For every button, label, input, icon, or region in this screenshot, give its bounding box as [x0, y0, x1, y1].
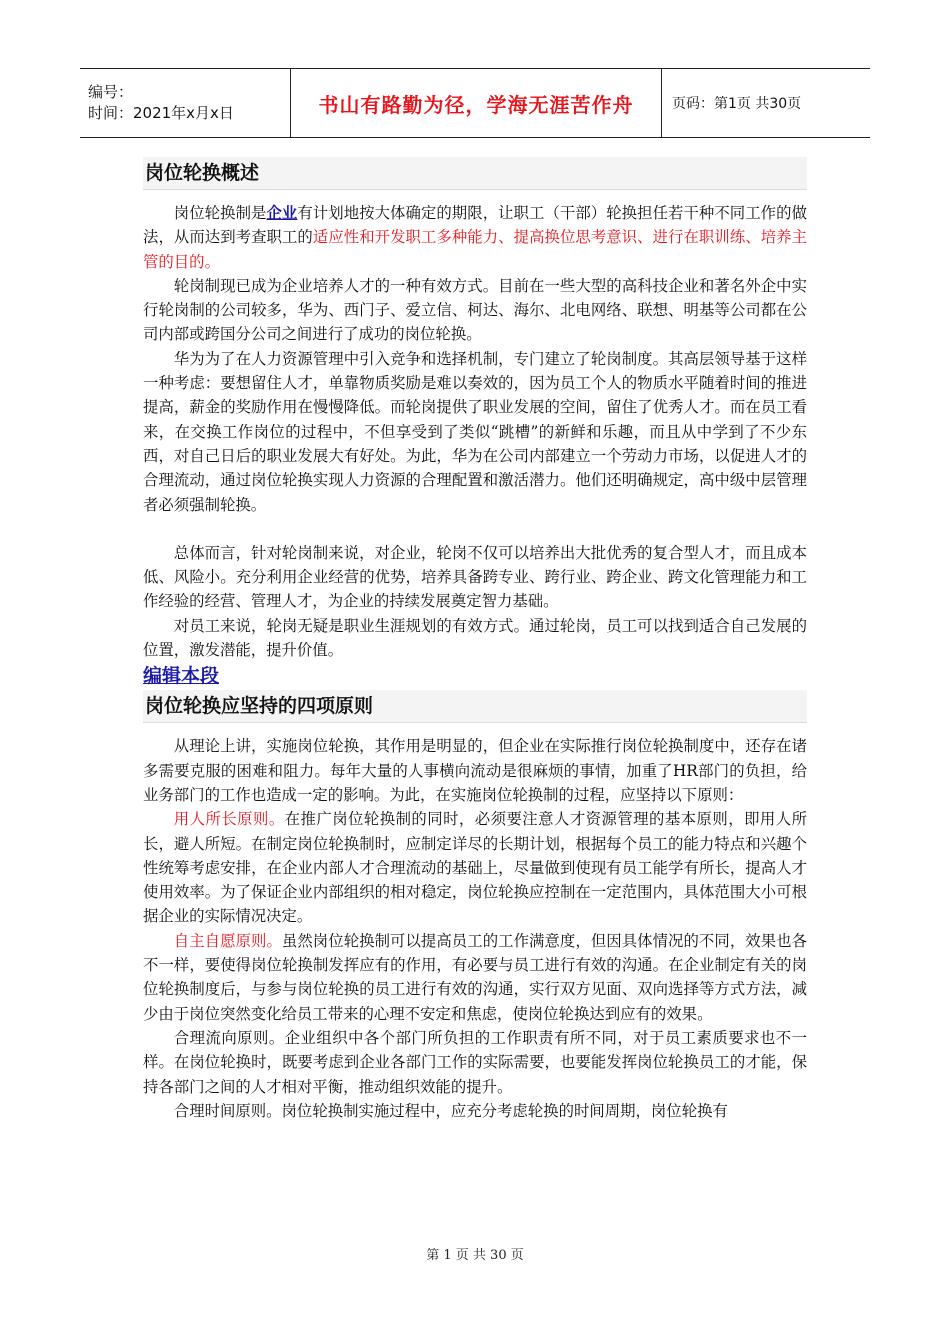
- highlighted-text: 自主自愿原则。: [173, 931, 282, 950]
- paragraph: [143, 201, 807, 274]
- section-title-principles: 岗位轮换应坚持的四项原则: [143, 690, 807, 723]
- paragraph: [143, 807, 807, 928]
- text: 在推广岗位轮换制的同时，必须要注意人才资源管理的基本原则，即用人所长，避人所短。在制定岗位轮换制时，应制定详尽的长期计划，根据每个员工的能力特点和兴趣个性统筹考虑安排，在企业内部人才合理流动的基础上，尽量做到使现有员工能学有所长，提高人才使用效率。为了保证企业内部组织的相对稳定，岗位轮换应控制在一定范围内，具体范围大小可根据企业的实际情况决定。: [143, 810, 807, 926]
- paragraph: 轮岗制现已成为企业培养人才的一种有效方式。目前在一些大型的高科技企业和著名外企中实行轮岗制的公司较多，华为、西门子、爱立信、柯达、海尔、北电网络、联想、明基等公司都在公司内部或跨国分公司之间进行了成功的岗位轮换。: [143, 276, 807, 344]
- paragraph: 合理流向原则。企业组织中各个部门所负担的工作职责有所不同，对于员工素质要求也不一样。在岗位轮换时，既要考虑到企业各部门工作的实际需要，也要能发挥岗位轮换员工的才能，保持各部门之间的人才相对平衡，推动组织效能的提升。: [143, 1028, 807, 1096]
- spacer: [143, 517, 807, 541]
- page-info-text: 页码：第1页 共30页: [672, 96, 802, 112]
- time-label: 时间：2021年x月x日: [88, 104, 234, 122]
- edit-section-link[interactable]: 编辑本段: [143, 665, 220, 688]
- text: 虽然岗位轮换制可以提高员工的工作满意度，但因具体情况的不同，效果也各不一样，要使得岗位轮换制发挥应有的作用，有必要与员工进行有效的沟通。在企业制定有关的岗位轮换制度后，与参与岗位轮换的员工进行有效的沟通，实行双方见面、双向选择等方式方法，减少由于岗位突然变化给员工带来的心理不安定和焦虑，使岗位轮换达到应有的效果。: [143, 931, 807, 1023]
- number-label: 编号：: [88, 83, 134, 101]
- text: 岗位轮换制是: [173, 204, 267, 222]
- page-footer: [0, 1244, 950, 1263]
- section-title-overview: 岗位轮换概述: [143, 157, 807, 190]
- document-header: [80, 68, 870, 138]
- footer-page-number: 第 1 页 共 30 页: [426, 1248, 524, 1263]
- header-page-info: [662, 69, 801, 137]
- header-meta: [80, 69, 290, 137]
- document-body: [143, 157, 807, 1123]
- highlighted-text: 用人所长原则。: [173, 810, 285, 829]
- highlighted-text: 适应性和开发职工多种能力、提高换位思考意识、进行在职训练、培养主管的目的。: [143, 228, 807, 271]
- motto-text: 书山有路勤为径，学海无涯苦作舟: [318, 92, 634, 117]
- header-motto: [290, 69, 662, 137]
- paragraph: 从理论上讲，实施岗位轮换，其作用是明显的，但企业在实际推行岗位轮换制度中，还存在诸多需要克服的困难和阻力。每年大量的人事横向流动是很麻烦的事情，加重了HR部门的负担，给业务部门的工作也造成一定的影响。为此，在实施岗位轮换制的过程，应坚持以下原则：: [143, 737, 807, 804]
- enterprise-link[interactable]: 企业: [266, 204, 298, 222]
- paragraph: 对员工来说，轮岗无疑是职业生涯规划的有效方式。通过轮岗，员工可以找到适合自己发展的位置，激发潜能，提升价值。: [143, 616, 807, 660]
- paragraph: 合理时间原则。岗位轮换制实施过程中，应充分考虑轮换的时间周期，岗位轮换有: [173, 1101, 728, 1120]
- paragraph: 总体而言，针对轮岗制来说，对企业，轮岗不仅可以培养出大批优秀的复合型人才，而且成本低、风险小。充分利用企业经营的优势，培养具备跨专业、跨行业、跨企业、跨文化管理能力和工作经验的经营、管理人才，为企业的持续发展奠定智力基础。: [143, 543, 807, 611]
- paragraph: 华为为了在人力资源管理中引入竞争和选择机制，专门建立了轮岗制度。其高层领导基于这样一种考虑：要想留住人才，单靠物质奖励是难以奏效的，因为员工个人的物质水平随着时间的推进提高，薪金的奖励作用在慢慢降低。而轮岗提供了职业发展的空间，留住了优秀人才。而在员工看来，在交换工作岗位的过程中，不但享受到了类似“跳槽”的新鲜和乐趣，而且从中学到了不少东西，对自己日后的职业发展大有好处。为此，华为在公司内部建立一个劳动力市场，以促进人才的合理流动，通过岗位轮换实现人力资源的合理配置和激活潜力。他们还明确规定，高中级中层管理者必须强制轮换。: [143, 349, 807, 514]
- text: 有计划地按大体确定的期限，让职工（干部）轮换担任若干种不同工作的做法，从而达到考查职工的: [143, 204, 807, 247]
- paragraph: [143, 929, 807, 1026]
